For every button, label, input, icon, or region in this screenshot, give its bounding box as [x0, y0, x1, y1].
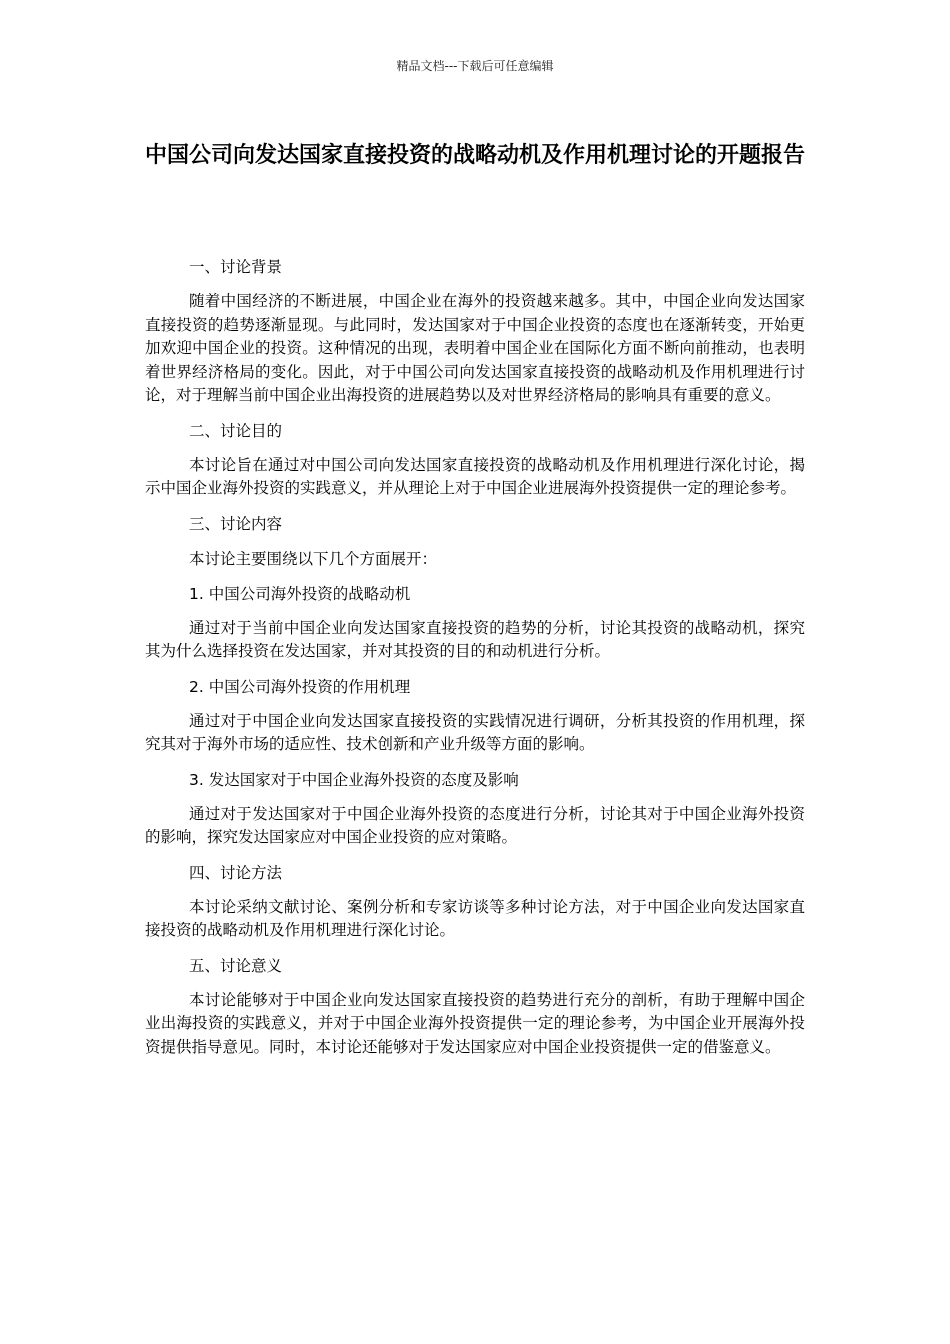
section-heading-methods: 四、讨论方法 [189, 863, 283, 882]
subheading-host-attitude: 3. 发达国家对于中国企业海外投资的态度及影响 [189, 770, 519, 789]
section-heading-background: 一、讨论背景 [189, 258, 283, 276]
document-body [145, 255, 805, 1070]
subheading-strategic-motive: 1. 中国公司海外投资的战略动机 [189, 584, 411, 603]
subheading-mechanism: 2. 中国公司海外投资的作用机理 [189, 677, 411, 696]
paragraph-significance: 本讨论能够对于中国企业向发达国家直接投资的趋势进行充分的剖析，有助于理解中国企业出海投资的实践意义，并对于中国企业海外投资提供一定的理论参考，为中国企业开展海外投资提供指导意见。同时，本讨论还能够对于发达国家应对中国企业投资提供一定的借鉴意义。 [145, 990, 805, 1056]
paragraph-methods: 本讨论采纳文献讨论、案例分析和专家访谈等多种讨论方法，对于中国企业向发达国家直接投资的战略动机及作用机理进行深化讨论。 [145, 897, 805, 939]
section-heading-significance: 五、讨论意义 [189, 956, 283, 975]
content-intro-line: 本讨论主要围绕以下几个方面展开： [189, 549, 438, 568]
document-title: 中国公司向发达国家直接投资的战略动机及作用机理讨论的开题报告 [145, 143, 806, 168]
paragraph-strategic-motive: 通过对于当前中国企业向发达国家直接投资的趋势的分析，讨论其投资的战略动机，探究其为什么选择投资在发达国家，并对其投资的目的和动机进行分析。 [145, 618, 805, 660]
section-heading-purpose: 二、讨论目的 [189, 421, 283, 440]
paragraph-host-attitude: 通过对于发达国家对于中国企业海外投资的态度进行分析，讨论其对于中国企业海外投资的影响，探究发达国家应对中国企业投资的应对策略。 [145, 804, 805, 846]
section-heading-content: 三、讨论内容 [189, 514, 283, 533]
page-header-note: 精品文档---下载后可任意编辑 [396, 59, 554, 73]
paragraph-purpose: 本讨论旨在通过对中国公司向发达国家直接投资的战略动机及作用机理进行深化讨论，揭示中国企业海外投资的实践意义，并从理论上对于中国企业进展海外投资提供一定的理论参考。 [145, 455, 805, 497]
paragraph-background: 随着中国经济的不断进展，中国企业在海外的投资越来越多。其中，中国企业向发达国家直接投资的趋势逐渐显现。与此同时，发达国家对于中国企业投资的态度也在逐渐转变，开始更加欢迎中国企业的投资。这种情况的出现，表明着中国企业在国际化方面不断向前推动，也表明着世界经济格局的变化。因此，对于中国公司向发达国家直接投资的战略动机及作用机理进行讨论，对于理解当前中国企业出海投资的进展趋势以及对世界经济格局的影响具有重要的意义。 [145, 292, 805, 404]
paragraph-mechanism: 通过对于中国企业向发达国家直接投资的实践情况进行调研，分析其投资的作用机理，探究其对于海外市场的适应性、技术创新和产业升级等方面的影响。 [145, 711, 805, 753]
